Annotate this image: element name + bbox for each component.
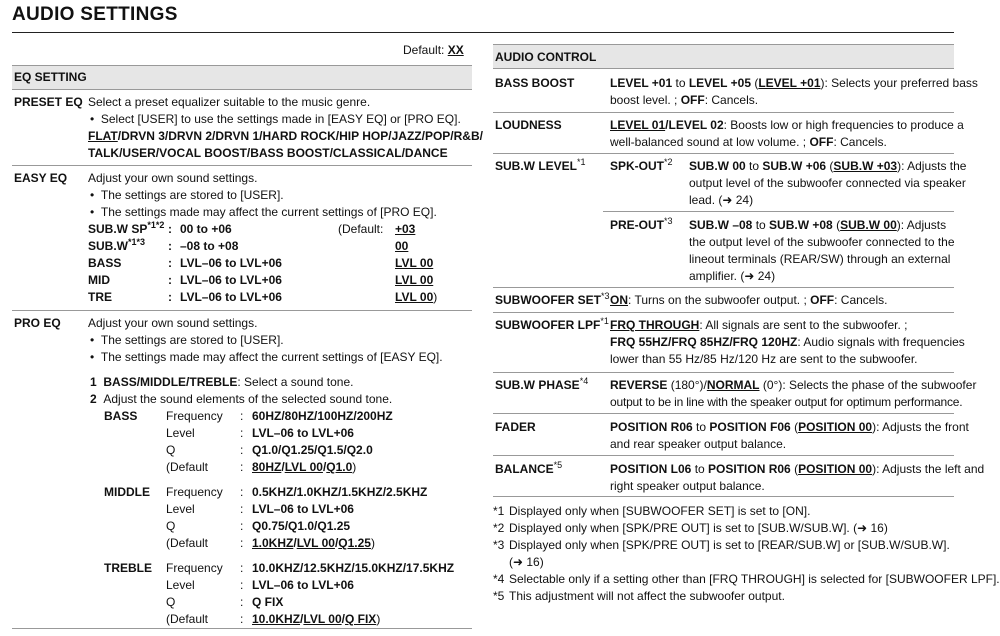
easy-eq-desc: Adjust your own sound settings.: [88, 171, 258, 185]
easy-eq-row-mid: MID : LVL–06 to LVL+06 LVL 00: [88, 273, 434, 287]
eq-setting-header: EQ SETTING: [12, 66, 472, 90]
default-note-label: Default:: [403, 43, 445, 57]
pro-eq-bullet-1: • The settings are stored to [USER].: [88, 332, 480, 349]
subw-phase-label: SUB.W PHASE$^{*4}$: [495, 376, 589, 392]
pre-out-label: PRE-OUT$^{*3}$: [610, 216, 673, 232]
loudness-label: LOUDNESS: [495, 118, 562, 132]
pre-out-desc: SUB.W –08 to SUB.W +08 (SUB.W 00): Adjusts the output level of the subwoofer connected to the lineout terminals (REAR/SW) through an external amplifier. (➜ 24): [689, 218, 955, 283]
title-divider: [12, 32, 954, 33]
row-divider: [493, 455, 954, 456]
easy-eq-row-tre: TRE : LVL–06 to LVL+06 LVL 00): [88, 290, 438, 304]
preset-eq-options: FLAT/DRVN 3/DRVN 2/DRVN 1/HARD ROCK/HIP HOP/JAZZ/POP/R&B/: [88, 129, 483, 143]
subwoofer-lpf-label: SUBWOOFER LPF$^{*1}$: [495, 316, 609, 332]
loudness-desc: LEVEL 01/LEVEL 02: Boosts low or high frequencies to produce a well-balanced sound at low volume. ; OFF: Cancels.: [610, 118, 964, 149]
preset-eq-label: PRESET EQ: [14, 95, 83, 109]
subw-phase-desc: REVERSE (180°)/NORMAL (0°): Selects the phase of the subwoofer output to be in line with the speaker output for optimum performance.: [610, 378, 977, 409]
spk-out-desc: SUB.W 00 to SUB.W +06 (SUB.W +03): Adjusts the output level of the subwoofer connected via speaker lead. (➜ 24): [689, 159, 967, 207]
preset-eq-options-2: TALK/USER/VOCAL BOOST/BASS BOOST/CLASSICAL/DANCE: [88, 146, 448, 160]
easy-eq-row-subw-sp: SUB.W $SP^{*1*2}$ : 00 to +06 (Default: +03: [88, 220, 416, 236]
spk-out-label: SPK-OUT$^{*2}$: [610, 157, 673, 173]
row-divider: [493, 413, 954, 414]
audio-control-table: [493, 44, 985, 497]
subwoofer-set-desc: ON: Turns on the subwoofer output. ; OFF: Cancels.: [610, 293, 888, 307]
pro-eq-bullet-2: • The settings made may affect the current settings of [EASY EQ].: [88, 349, 480, 366]
row-divider: [12, 310, 472, 311]
row-divider: [493, 372, 954, 373]
preset-eq-desc: Select a preset equalizer suitable to the music genre.: [88, 95, 371, 109]
bass-boost-label: BASS BOOST: [495, 76, 575, 90]
subwoofer-set-label: SUBWOOFER SET$^{*3}$: [495, 291, 610, 307]
sub-row-divider: [603, 211, 954, 212]
pro-eq-desc: Adjust your own sound settings.: [88, 316, 258, 330]
row-divider: [493, 112, 954, 113]
row-divider: [493, 312, 954, 313]
pro-eq-tone-middle: MIDDLE Frequency Level Q (Default : : : : 0.5KHZ/1.0KHZ/1.5KHZ/2.5KHZ LVL–06 to LVL+06 Q0.75/Q1.0/Q1.25 1.0KHZ/LVL 00/Q1.25): [104, 485, 428, 550]
easy-eq-bullet-1: • The settings are stored to [USER].: [88, 187, 480, 204]
easy-eq-bullet-2: • The settings made may affect the current settings of [PRO EQ].: [88, 204, 480, 221]
row-divider: [12, 165, 472, 166]
easy-eq-row-subw: $SUB.W^{*1*3}$ : –08 to +08 00: [88, 237, 409, 253]
pro-eq-step-2: 2 Adjust the sound elements of the selected sound tone.: [90, 392, 393, 406]
row-divider: [493, 153, 954, 154]
page-title: AUDIO SETTINGS: [12, 4, 178, 25]
pro-eq-step-1: 1 BASS/MIDDLE/TREBLE: Select a sound tone.: [90, 375, 354, 389]
easy-eq-row-bass: BASS : LVL–06 to LVL+06 LVL 00: [88, 256, 434, 270]
pro-eq-tone-treble: TREBLE Frequency Level Q (Default : : : : 10.0KHZ/12.5KHZ/15.0KHZ/17.5KHZ LVL–06 to LVL+06 Q FIX 10.0KHZ/LVL 00/Q FIX): [104, 561, 455, 626]
subw-level-label: SUB.W LEVEL$^{*1}$: [495, 157, 586, 173]
subwoofer-lpf-desc: FRQ THROUGH: All signals are sent to the subwoofer. ; FRQ 55HZ/FRQ 85HZ/FRQ 120HZ: Audio signals with frequencies lower than 55 Hz/85 Hz/120 Hz are sent to the subwoofer.: [610, 318, 965, 366]
row-divider: [493, 287, 954, 288]
eq-setting-table: [12, 65, 483, 629]
bass-boost-desc: LEVEL +01 to LEVEL +05 (LEVEL +01): Selects your preferred bass boost level. ; OFF: Cancels.: [610, 76, 978, 107]
easy-eq-label: EASY EQ: [14, 171, 68, 185]
default-note: [403, 42, 464, 59]
audio-control-header: AUDIO CONTROL: [493, 45, 954, 69]
preset-eq-bullet: • Select [USER] to use the settings made in [EASY EQ] or [PRO EQ].: [88, 111, 480, 128]
easy-eq-values: [88, 221, 468, 306]
fader-desc: POSITION R06 to POSITION F06 (POSITION 00): Adjusts the front and rear speaker output balance.: [610, 420, 969, 451]
pro-eq-tone-bass: BASS Frequency Level Q (Default : : : : 60HZ/80HZ/100HZ/200HZ LVL–06 to LVL+06 Q1.0/Q1.25/Q1.5/Q2.0 80HZ/LVL 00/Q1.0): [104, 409, 393, 474]
default-note-value: XX: [447, 43, 464, 57]
balance-label: BALANCE$^{*5}$: [495, 460, 563, 476]
pro-eq-label: PRO EQ: [14, 316, 61, 330]
balance-desc: POSITION L06 to POSITION R06 (POSITION 00): Adjusts the left and right speaker output balance.: [610, 462, 985, 493]
fader-label: FADER: [495, 420, 536, 434]
